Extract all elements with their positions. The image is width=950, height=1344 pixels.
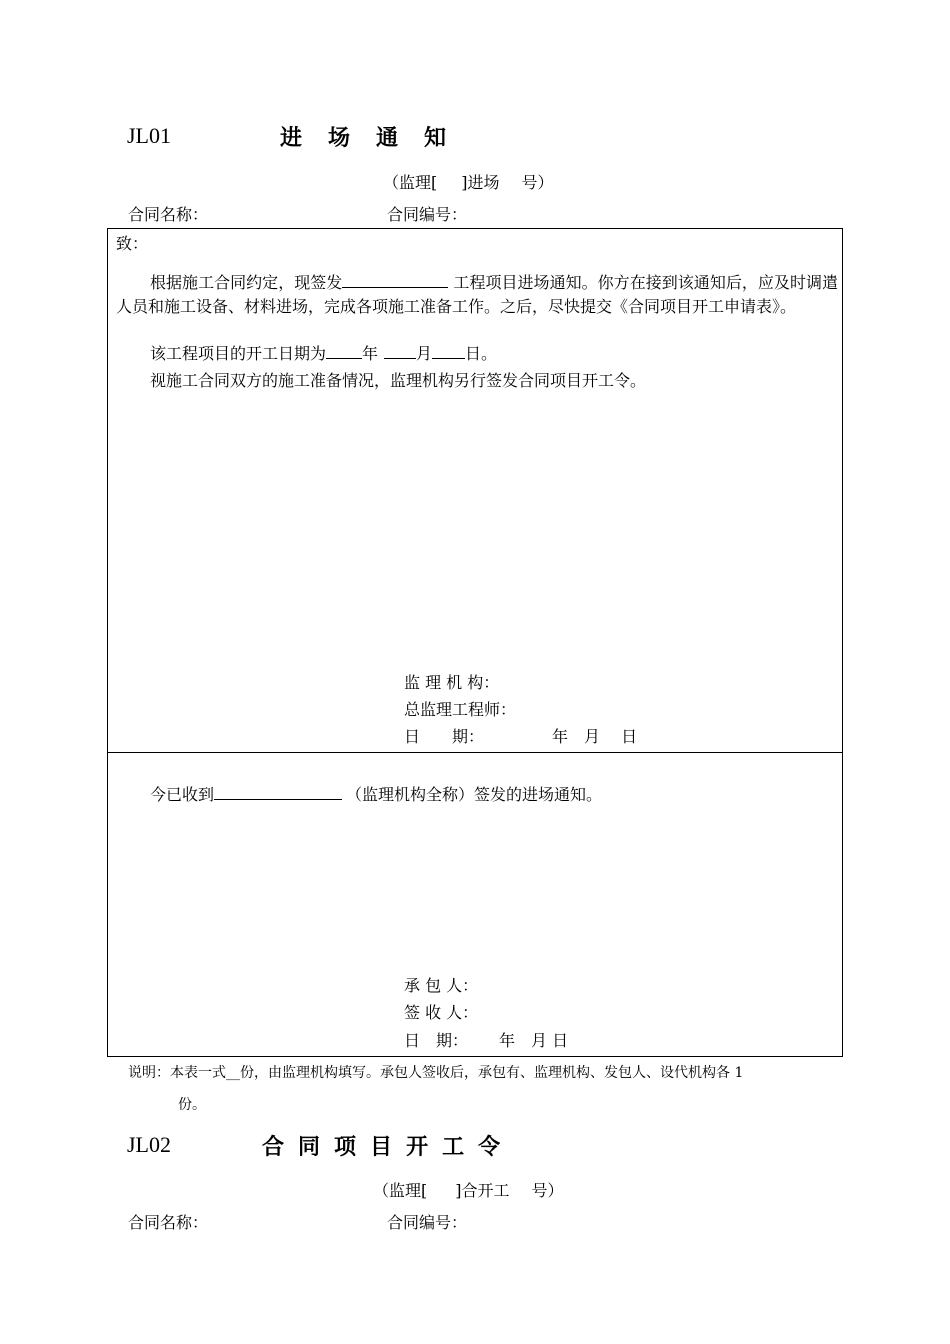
form1-to-label: 致： — [116, 234, 149, 253]
form2-issue-prefix: （监理[ — [373, 1181, 428, 1200]
form1-note-line-1: 说明：本表一式__份，由监理机构填写。承包人签收后，承包有、监理机构、发包人、设代机构各 1 — [128, 1065, 744, 1081]
form1-title-char: 进 — [280, 125, 303, 151]
form1-receipt-date-label: 日 期： — [404, 1031, 469, 1050]
form1-contractor-label: 承 包 人： — [404, 976, 479, 995]
form1-note-line-2: 份。 — [178, 1097, 206, 1113]
form1-date-line — [150, 341, 497, 366]
form1-title — [280, 121, 446, 152]
form1-divider — [107, 752, 843, 753]
form1-para1-a: 根据施工合同约定，现签发 — [150, 273, 343, 292]
start-year-blank[interactable] — [326, 341, 362, 359]
form1-receipt-a: 今已收到 — [150, 785, 215, 804]
form2-title-char: 工 — [442, 1134, 465, 1160]
form1-title-char: 知 — [424, 125, 447, 151]
form1-date-day: 日。 — [465, 344, 498, 363]
form1-issue-number — [383, 170, 554, 193]
form1-title-char: 场 — [328, 125, 351, 151]
form1-date-month: 月 — [416, 344, 433, 363]
form1-issue-prefix: （监理[ — [383, 173, 438, 192]
form1-title-char: 通 — [376, 125, 399, 151]
form2-issue-number — [373, 1178, 564, 1201]
form2-code: JL02 — [127, 1132, 171, 1157]
form1-receiver-label: 签 收 人： — [404, 1003, 479, 1022]
form1-receipt-line — [150, 782, 602, 807]
form1-sig-date-ymd: 年 月 日 — [552, 727, 638, 746]
form2-contract-no-label: 合同编号： — [387, 1213, 468, 1232]
form2-title-char: 同 — [298, 1134, 321, 1160]
form1-sig-engineer-label: 总监理工程师： — [404, 700, 517, 719]
form2-title-char: 令 — [478, 1134, 501, 1160]
project-name-blank[interactable] — [342, 270, 448, 288]
form2-issue-mid: ]合开工 — [455, 1181, 510, 1200]
form2-title-char: 项 — [334, 1134, 357, 1160]
form1-date-line-a: 该工程项目的开工日期为 — [150, 344, 327, 363]
form1-issue-suffix: 号） — [521, 173, 554, 192]
form1-sig-org-label: 监 理 机 构： — [404, 673, 500, 692]
form1-paragraph-3: 视施工合同双方的施工准备情况，监理机构另行签发合同项目开工令。 — [150, 371, 647, 390]
form1-receipt-date-ymd: 年 月 日 — [499, 1031, 569, 1050]
form1-contract-no-label: 合同编号： — [387, 205, 468, 224]
form1-paragraph-1 — [116, 270, 838, 319]
form1-contract-name-label: 合同名称： — [128, 205, 209, 224]
form1-receipt-b: （监理机构全称）签发的进场通知。 — [346, 785, 603, 804]
supervisor-org-blank[interactable] — [214, 782, 342, 800]
form1-para1-b: 工程项目进场通知。你方在接到该通知后，应及时调遣人员和施工设备、材料进场，完成各项施工准备工作。之后，尽快提交《合同项目开工申请表》。 — [116, 273, 838, 316]
form2-title-char: 开 — [406, 1134, 429, 1160]
form1-date-year: 年 — [362, 344, 379, 363]
form2-title-char: 合 — [262, 1134, 285, 1160]
form2-title-char: 目 — [370, 1134, 393, 1160]
start-month-blank[interactable] — [384, 341, 416, 359]
form2-issue-suffix: 号） — [531, 1181, 564, 1200]
form1-code: JL01 — [127, 123, 171, 148]
form1-sig-date-label: 日 期： — [404, 727, 485, 746]
form2-title — [262, 1130, 500, 1161]
form1-issue-mid: ]进场 — [461, 173, 500, 192]
start-day-blank[interactable] — [432, 341, 465, 359]
form2-contract-name-label: 合同名称： — [128, 1213, 209, 1232]
